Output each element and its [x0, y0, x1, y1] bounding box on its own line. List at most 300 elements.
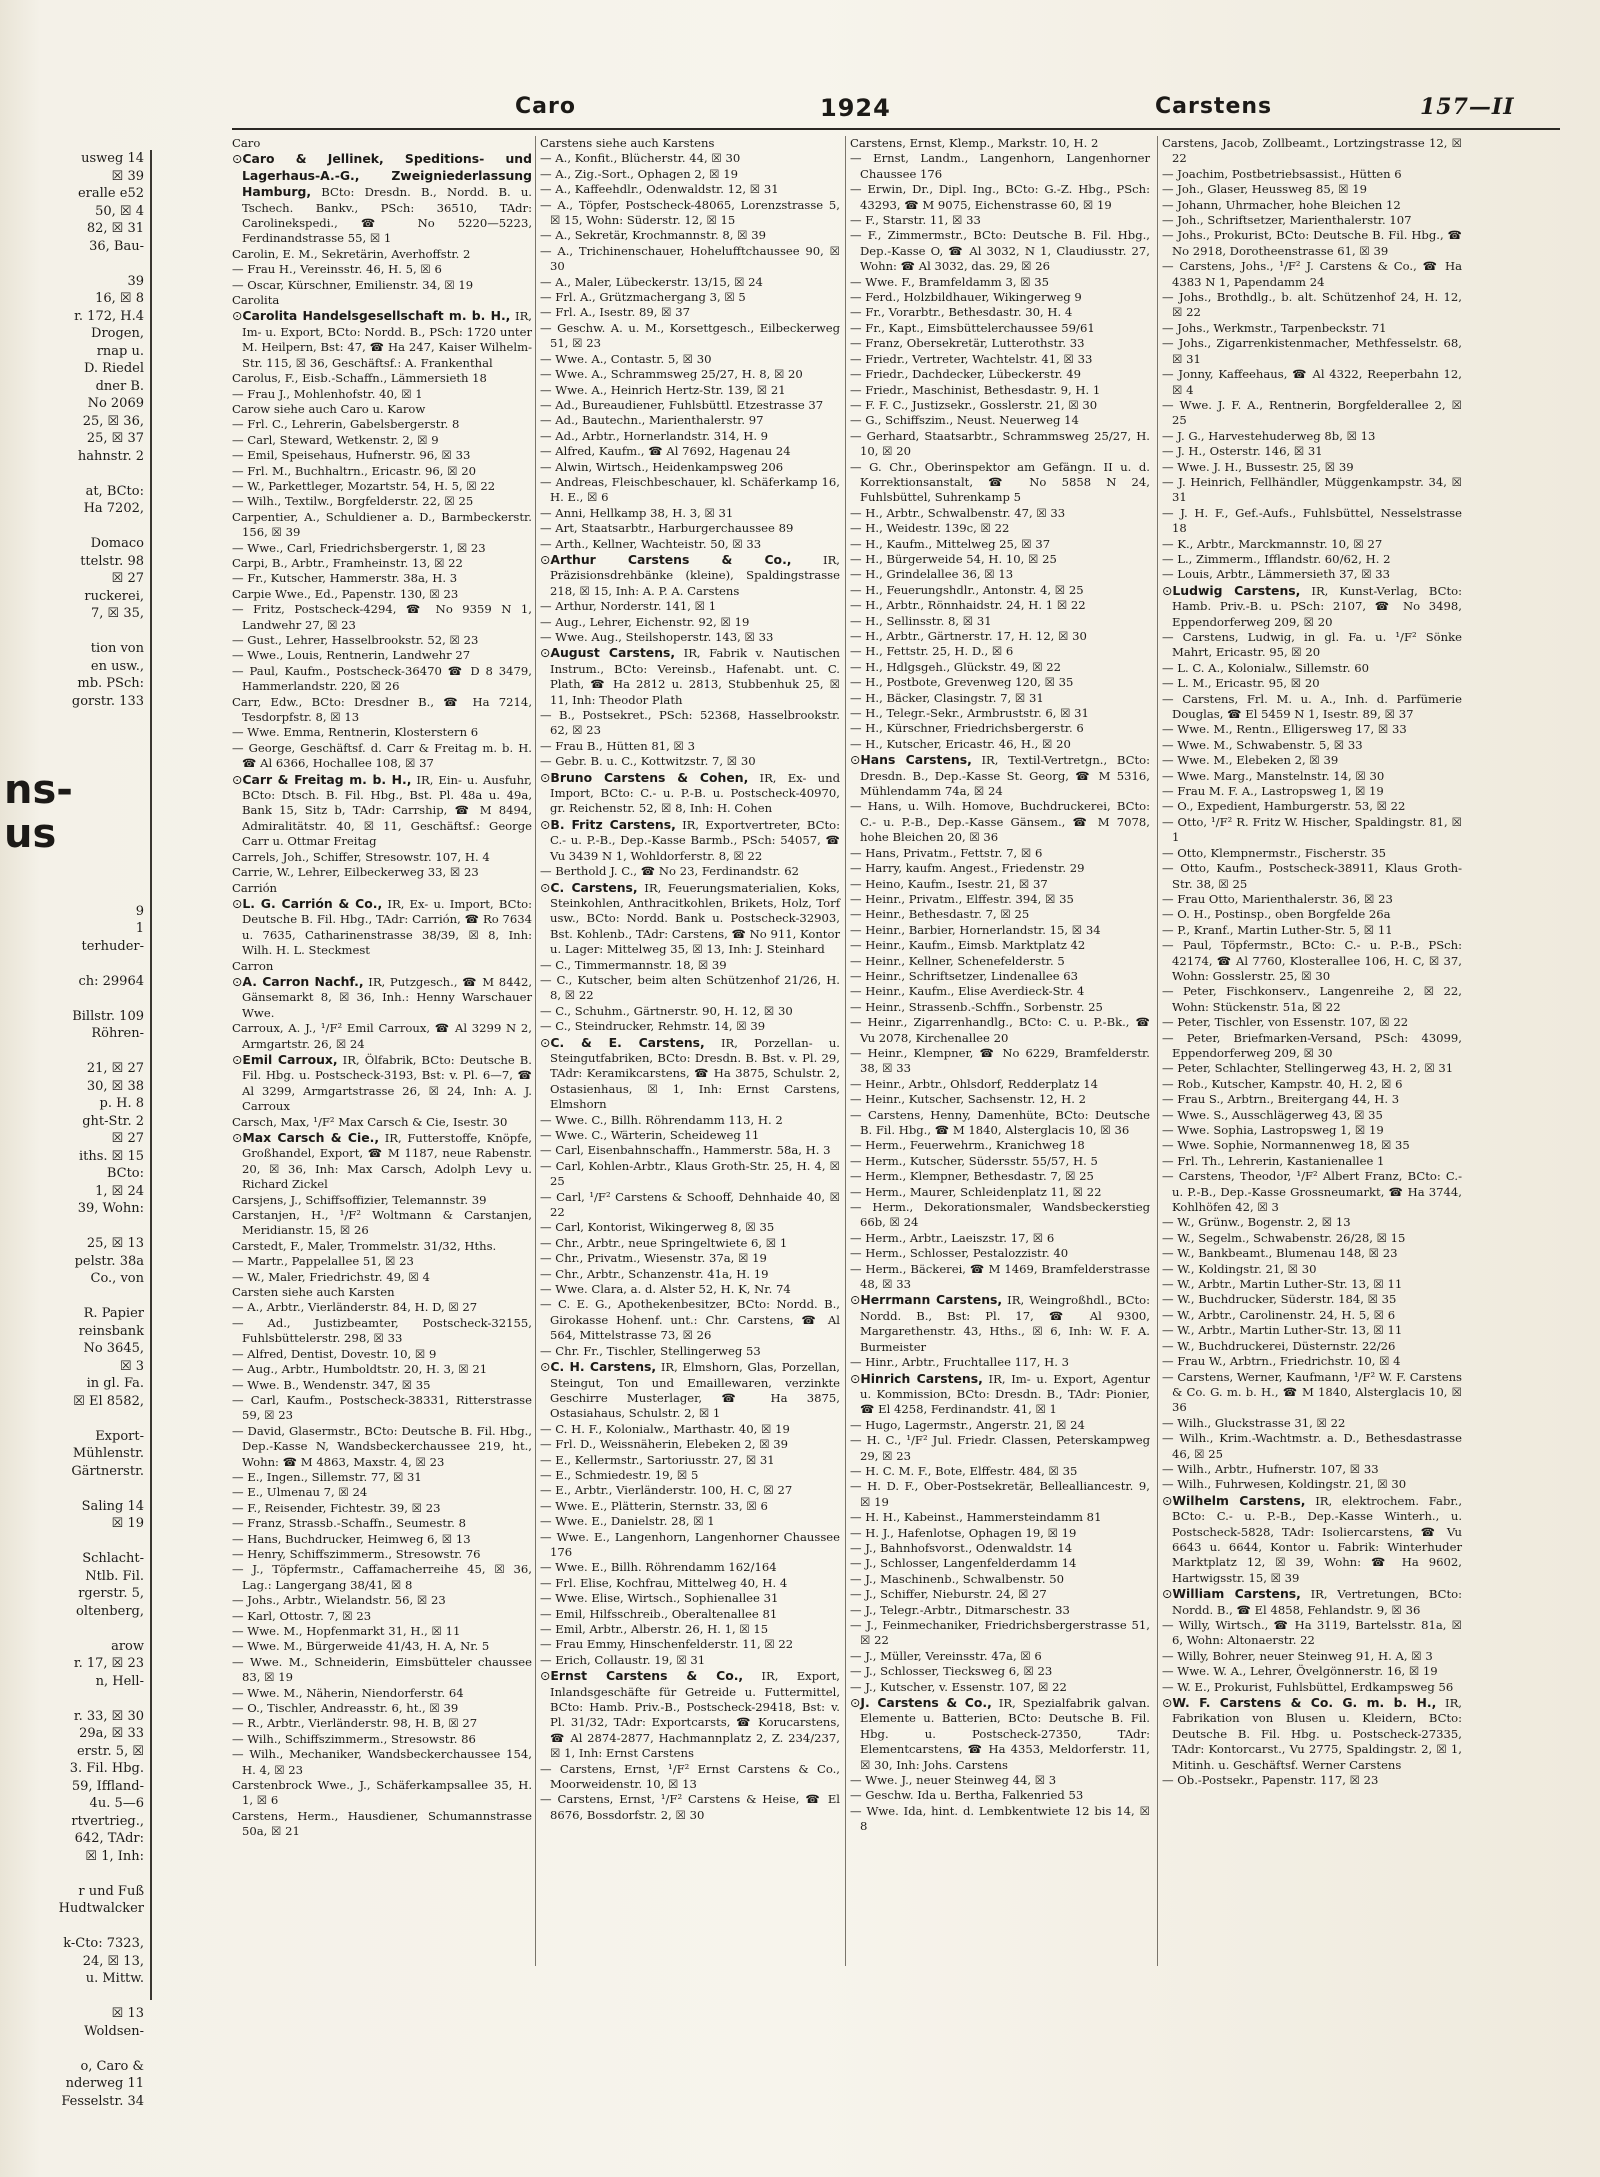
- margin-text-line: Domaco: [90, 536, 144, 551]
- directory-entry: Carrels, Joh., Schiffer, Stresowstr. 107, H. 4: [232, 849, 490, 864]
- margin-text-line: 39, Wohn:: [77, 1201, 144, 1216]
- margin-text-line: at, BCto:: [85, 483, 144, 499]
- previous-page-text-top: [0, 150, 150, 728]
- directory-entry: — W., Maler, Friedrichstr. 49, ☒ 4: [232, 1269, 430, 1284]
- directory-entry: — Wwe. C., Wärterin, Scheideweg 11: [540, 1128, 760, 1142]
- directory-entry: Carsten siehe auch Karsten: [232, 1285, 395, 1300]
- directory-entry: — Johann, Uhrmacher, hohe Bleichen 12: [1162, 197, 1401, 212]
- margin-text-line: 3. Fil. Hbg.: [69, 1761, 144, 1776]
- directory-entry: — Wwe. B., Wendenstr. 347, ☒ 35: [232, 1377, 431, 1392]
- directory-entry: — Wwe., Carl, Friedrichsbergerstr. 1, ☒ 23: [232, 540, 486, 555]
- directory-entry: Carron: [232, 958, 274, 973]
- firm-details: IR, Porzellan- u. Steingutfabriken, BCto: Dresdn. B. Bst. v. Pl. 29, TAdr: Keramikcarstens, ☎ Ha 3875, Schulstr. 2, Ostasienhaus, ☒ 1, Inh: Ernst Carstens, Elmshorn: [550, 1035, 840, 1112]
- margin-text-line: No 2069: [87, 396, 144, 411]
- directory-entry: — C., Timmermannstr. 18, ☒ 39: [540, 957, 727, 972]
- directory-entry: — Herm., Dekorationsmaler, Wandsbeckerstieg 66b, ☒ 24: [850, 1200, 1150, 1230]
- margin-text-line: eralle e52: [77, 186, 144, 201]
- firm-name: ⊙ B. Fritz Carstens,: [540, 817, 676, 832]
- directory-entry: — Ernst, Landm., Langenhorn, Langenhorner Chaussee 176: [850, 151, 1150, 181]
- directory-entry: — Wilh., Gluckstrasse 31, ☒ 22: [1162, 1415, 1346, 1430]
- directory-entry: — Heino, Kaufm., Isestr. 21, ☒ 37: [850, 876, 1048, 891]
- margin-text-line: [0, 518, 150, 536]
- margin-text-line: [0, 1043, 150, 1061]
- directory-entry: — Chr., Arbtr., neue Springeltwiete 6, ☒ 1: [540, 1235, 788, 1250]
- directory-entry: — L., Zimmerm., Ifflandstr. 60/62, H. 2: [1162, 551, 1391, 566]
- directory-entry: — H., Bürgerweide 54, H. 10, ☒ 25: [850, 551, 1057, 566]
- directory-entry: — H., Postbote, Grevenweg 120, ☒ 35: [850, 675, 1074, 690]
- margin-text-line: nderweg 11: [65, 2076, 144, 2091]
- firm-name: ⊙ C. Carstens,: [540, 880, 638, 895]
- directory-entry: — C. H. F., Kolonialw., Marthastr. 40, ☒ 19: [540, 1421, 790, 1436]
- directory-entry: — Johs., Arbtr., Wielandstr. 56, ☒ 23: [232, 1593, 446, 1608]
- directory-entry: — Wwe. M., Bürgerweide 41/43, H. A, Nr. 5: [232, 1639, 490, 1654]
- firm-entry: [850, 1292, 1150, 1355]
- directory-entry: — Heinr., Bethesdastr. 7, ☒ 25: [850, 907, 1030, 922]
- margin-text-line: gorstr. 133: [71, 693, 144, 709]
- directory-entry: Carolita: [232, 293, 280, 308]
- header-right-catchword: Carstens: [1155, 94, 1273, 119]
- directory-entry: — Ad., Bureaudiener, Fuhlsbüttl. Etzestrasse 37: [540, 397, 824, 412]
- directory-entry: — Art, Staatsarbtr., Harburgerchaussee 89: [540, 521, 794, 536]
- firm-details: IR, Weingroßhdl., BCto: Nordd. B., Bst: Pl. 17, ☎ Al 9300, Margarethenstr. 43, Hths., ☒ 6, Inh: W. F. A. Burmeister: [860, 1293, 1150, 1354]
- firm-details: IR, Textil-Vertretgn., BCto: Dresdn. B., Dep.-Kasse St. Georg, ☎ M 5316, Mühlendamm 74a, ☒ 24: [860, 753, 1150, 799]
- directory-entry: — Ad., Bautechn., Marienthalerstr. 97: [540, 413, 764, 428]
- margin-text-line: [0, 1218, 150, 1236]
- directory-entry: — Wwe. Sophie, Normannenweg 18, ☒ 35: [1162, 1138, 1410, 1153]
- firm-entry: [540, 770, 840, 817]
- firm-entry: [1162, 1695, 1462, 1773]
- margin-text-line: en usw.,: [90, 658, 144, 674]
- firm-entry: [232, 974, 532, 1021]
- directory-entry: — Wwe. Ida, hint. d. Lembkentwiete 12 bis 14, ☒ 8: [850, 1803, 1150, 1834]
- directory-entry: — Ob.-Postsekr., Papenstr. 117, ☒ 23: [1162, 1773, 1379, 1788]
- margin-text-line: dner B.: [95, 378, 144, 394]
- directory-entry: — Frl. A., Grützmachergang 3, ☒ 5: [540, 290, 746, 305]
- directory-entry: — Peter, Tischler, von Essenstr. 107, ☒ 22: [1162, 1015, 1409, 1030]
- directory-entry: — J., Schiffer, Nieburstr. 24, ☒ 27: [850, 1587, 1047, 1602]
- directory-entry: — Otto, Kaufm., Postscheck-38911, Klaus Groth-Str. 38, ☒ 25: [1162, 861, 1462, 891]
- directory-entry: — Wwe. Clara, a. d. Alster 52, H. K, Nr. 74: [540, 1282, 791, 1297]
- directory-entry: — Carl, ¹/F² Carstens & Schooff, Dehnhaide 40, ☒ 22: [540, 1189, 840, 1220]
- firm-details: IR, Futterstoffe, Knöpfe, Großhandel, Export, ☎ M 1187, neue Rabenstr. 20, ☒ 36, Inh: Max Carsch, Adolph Levy u. Richard Zickel: [242, 1131, 532, 1192]
- margin-text-line: Billstr. 109: [72, 1008, 144, 1024]
- directory-entry: — J. G., Harvestehuderweg 8b, ☒ 13: [1162, 428, 1376, 443]
- margin-text-line: r. 33, ☒ 30: [73, 1708, 144, 1724]
- margin-text-line: [0, 955, 150, 973]
- directory-entry: — Wwe., Louis, Rentnerin, Landwehr 27: [232, 648, 471, 663]
- directory-entry: — Frl. D., Weissnäherin, Elebeken 2, ☒ 39: [540, 1437, 789, 1452]
- margin-text-line: 30, ☒ 38: [86, 1078, 144, 1094]
- directory-entry: — Frl. Elise, Kochfrau, Mittelweg 40, H. 4: [540, 1575, 788, 1590]
- column-divider: [1157, 136, 1158, 1966]
- directory-entry: — Wwe. A., Heinrich Hertz-Str. 139, ☒ 21: [540, 382, 786, 397]
- directory-entry: — Berthold J. C., ☎ No 23, Ferdinandstr. 62: [540, 864, 800, 879]
- directory-entry: — Herm., Bäckerei, ☎ M 1469, Bramfelderstrasse 48, ☒ 33: [850, 1261, 1150, 1292]
- directory-entry: — Jonny, Kaffeehaus, ☎ Al 4322, Reeperbahn 12, ☒ 4: [1162, 367, 1462, 397]
- directory-entry: — Arthur, Norderstr. 141, ☒ 1: [540, 599, 717, 614]
- directory-entry: — Heinr., Barbier, Hornerlandstr. 15, ☒ 34: [850, 922, 1101, 937]
- margin-text-line: [0, 1918, 150, 1936]
- firm-details: IR, Fabrikation von Blusen u. Kleidern, BCto: Deutsche B. Fil. Hbg. u. Postscheck-27335, TAdr: Kontorcarst., Vu 2775, Spaldingstr. 2, ☒ 1, Mitinh. u. Geschäftsf. Werner Carstens: [1172, 1696, 1462, 1772]
- previous-page-margin: [0, 150, 152, 2109]
- directory-entry: — W., Buchdruckerei, Düsternstr. 22/26: [1162, 1338, 1396, 1353]
- margin-text-line: 36, Bau-: [89, 238, 144, 254]
- directory-entry: — Frau J., Mohlenhofstr. 40, ☒ 1: [232, 386, 423, 401]
- directory-entry: — L. M., Ericastr. 95, ☒ 20: [1162, 676, 1320, 691]
- directory-entry: — Ad., Justizbeamter, Postscheck-32155, Fuhlsbüttelerstr. 298, ☒ 33: [232, 1315, 532, 1346]
- margin-text-line: Hudtwalcker: [58, 1901, 144, 1916]
- margin-text-line: Saling 14: [81, 1498, 144, 1514]
- directory-entry: — J. H. F., Gef.-Aufs., Fuhlsbüttel, Nesselstrasse 18: [1162, 505, 1462, 536]
- directory-entry: — J., Bahnhofsvorst., Odenwaldstr. 14: [850, 1540, 1073, 1555]
- directory-entry: Carsch, Max, ¹/F² Max Carsch & Cie, Isestr. 30: [232, 1114, 508, 1129]
- firm-name: ⊙ J. Carstens & Co.,: [850, 1695, 992, 1710]
- margin-text-line: 25, ☒ 36,: [82, 413, 144, 429]
- directory-entry: — Willy, Bohrer, neuer Steinweg 91, H. A, ☒ 3: [1162, 1648, 1433, 1663]
- margin-text-line: terhuder-: [81, 938, 144, 954]
- directory-entry: — Hans, Buchdrucker, Heimweg 6, ☒ 13: [232, 1531, 471, 1546]
- directory-entry: — E., Kellermstr., Sartoriusstr. 27, ☒ 31: [540, 1452, 775, 1467]
- margin-text-line: [0, 1988, 150, 2006]
- directory-entry: — Wwe. M., Rentn., Elligersweg 17, ☒ 33: [1162, 722, 1407, 737]
- margin-text-line: [0, 1410, 150, 1428]
- directory-entry: — Heinr., Kellner, Schenefelderstr. 5: [850, 953, 1065, 968]
- directory-entry: — Hans, u. Wilh. Homove, Buchdruckerei, BCto: C.- u. P.-B., Dep.-Kasse Gänsem., ☎ M 7078, hohe Bleichen 20, ☒ 36: [850, 799, 1150, 845]
- firm-name: ⊙ Max Carsch & Cie.,: [232, 1130, 379, 1145]
- directory-entry: — Heinr., Strassenb.-Schffn., Sorbenstr. 25: [850, 999, 1103, 1014]
- margin-text-line: [0, 868, 150, 886]
- margin-text-line: ch: 29964: [78, 973, 144, 989]
- directory-entry: — Wwe. M., Elebeken 2, ☒ 39: [1162, 753, 1339, 768]
- directory-entry: — C. E. G., Apothekenbesitzer, BCto: Nordd. B., Girokasse Hohenf. unt.: Chr. Carstens, ☎ Al 564, Mittelstrasse 73, ☒ 26: [540, 1297, 840, 1343]
- header-year: 1924: [820, 94, 891, 122]
- directory-entry: — Otto, ¹/F² R. Fritz W. Hischer, Spaldingstr. 81, ☒ 1: [1162, 814, 1462, 845]
- directory-entry: — Fr., Vorarbtr., Bethesdastr. 30, H. 4: [850, 305, 1073, 320]
- margin-text-line: [0, 710, 150, 728]
- directory-entry: — A., Konfit., Blücherstr. 44, ☒ 30: [540, 151, 741, 166]
- firm-entry: [1162, 1493, 1462, 1586]
- directory-entry: — Chr., Arbtr., Schanzenstr. 41a, H. 19: [540, 1266, 769, 1281]
- directory-entry: — Franz, Obersekretär, Lutterothstr. 33: [850, 336, 1085, 351]
- directory-entry: — Aug., Arbtr., Humboldtstr. 20, H. 3, ☒ 21: [232, 1362, 488, 1377]
- directory-entry: — J., Töpfermstr., Caffamacherreihe 45, ☒ 36, Lag.: Langergang 38/41, ☒ 8: [232, 1562, 532, 1592]
- margin-text-line: [0, 465, 150, 483]
- margin-text-line: ☒ 27: [111, 571, 144, 586]
- margin-text-line: 59, Iffland-: [71, 1778, 144, 1794]
- directory-entry: — O. H., Postinsp., oben Borgfelde 26a: [1162, 907, 1391, 922]
- directory-entry: — H., Hdlgsgeh., Glückstr. 49, ☒ 22: [850, 659, 1062, 674]
- firm-details: IR, Ex- u. Import, BCto: Deutsche B. Fil. Hbg., TAdr: Carrión, ☎ Ro 7634 u. 7635, Catharinenstrasse 38/39, ☒ 8, Inh: Wilh. H. L. Steckmest: [242, 896, 532, 958]
- directory-entry: — Joh., Glaser, Heussweg 85, ☒ 19: [1162, 182, 1367, 197]
- firm-name: ⊙ Bruno Carstens & Cohen,: [540, 770, 748, 785]
- firm-entry: [232, 1130, 532, 1193]
- directory-entry: — Wwe. Marg., Manstelnstr. 14, ☒ 30: [1162, 768, 1385, 783]
- directory-entry: — Frl. Th., Lehrerin, Kastanienallee 1: [1162, 1153, 1385, 1168]
- directory-entry: — Carl, Steward, Wetkenstr. 2, ☒ 9: [232, 432, 439, 447]
- directory-entry: — Frau B., Hütten 81, ☒ 3: [540, 738, 695, 753]
- directory-entry: — O., Expedient, Hamburgerstr. 53, ☒ 22: [1162, 799, 1406, 814]
- directory-entry: — A., Arbtr., Vierländerstr. 84, H. D, ☒ 27: [232, 1300, 478, 1315]
- directory-entry: — Johs., Werkmstr., Tarpenbeckstr. 71: [1162, 320, 1387, 335]
- margin-text-line: 82, ☒ 31: [86, 221, 144, 236]
- directory-entry: — Andreas, Fleischbeschauer, kl. Schäferkamp 16, H. E., ☒ 6: [540, 474, 840, 505]
- directory-entry: — Harry, kaufm. Angest., Friedenstr. 29: [850, 861, 1085, 876]
- directory-entry: — Wwe. A., Contastr. 5, ☒ 30: [540, 351, 712, 366]
- directory-entry: Carstens, Jacob, Zollbeamt., Lortzingstrasse 12, ☒ 22: [1162, 136, 1462, 166]
- directory-entry: — J., Schlosser, Langenfelderdamm 14: [850, 1556, 1077, 1571]
- directory-entry: — Carstens, Frl. M. u. A., Inh. d. Parfümerie Douglas, ☎ El 5459 N 1, Isestr. 89, ☒ 37: [1162, 691, 1462, 722]
- directory-entry: — A., Sekretär, Krochmannstr. 8, ☒ 39: [540, 228, 766, 243]
- directory-entry: — G., Schiffszim., Neust. Neuerweg 14: [850, 413, 1079, 428]
- directory-entry: — H., Feuerungshdlr., Antonstr. 4, ☒ 25: [850, 582, 1084, 597]
- margin-text-line: oltenberg,: [76, 1603, 144, 1619]
- margin-text-line: n, Hell-: [95, 1673, 144, 1689]
- directory-entry: — W. E., Prokurist, Fuhlsbüttel, Erdkampsweg 56: [1162, 1679, 1454, 1694]
- margin-text-line: rtvertrieg.,: [71, 1813, 144, 1829]
- margin-text-line: [0, 623, 150, 641]
- directory-entry: — E., Ingen., Sillemstr. 77, ☒ 31: [232, 1469, 422, 1484]
- directory-entry: — Fritz, Postscheck-4294, ☎ No 9359 N 1, Landwehr 27, ☒ 23: [232, 602, 532, 632]
- margin-text-line: ☒ 27: [111, 1131, 144, 1146]
- directory-entry: — Geschw. Ida u. Bertha, Falkenried 53: [850, 1788, 1084, 1803]
- directory-entry: — H. C., ¹/F² Jul. Friedr. Classen, Peterskampweg 29, ☒ 23: [850, 1433, 1150, 1463]
- directory-entry: — Peter, Fischkonserv., Langenreihe 2, ☒ 22, Wohn: Stückenstr. 51a, ☒ 22: [1162, 984, 1462, 1014]
- directory-entry: — Heinr., Kaufm., Eimsb. Marktplatz 42: [850, 938, 1086, 953]
- firm-entry: [1162, 583, 1462, 630]
- directory-entry: — Wwe. M., Schwabenstr. 5, ☒ 33: [1162, 737, 1363, 752]
- column-divider: [845, 136, 846, 1966]
- firm-entry: [540, 1359, 840, 1422]
- firm-name: ⊙ Herrmann Carstens,: [850, 1292, 1002, 1307]
- directory-entry: Caro: [232, 136, 261, 150]
- margin-text-line: ght-Str. 2: [82, 1113, 144, 1129]
- margin-text-line: ☒ 3: [119, 1358, 144, 1374]
- directory-entry: — Franz, Strassb.-Schaffn., Seumestr. 8: [232, 1516, 467, 1531]
- advert-line-2: us: [4, 810, 57, 857]
- firm-details: IR, Kunst-Verlag, BCto: Hamb. Priv.-B. u. PSch: 2107, ☎ No 3498, Eppendorferweg 209, ☒ 20: [1172, 583, 1462, 629]
- directory-entry: — Gebr. B. u. C., Kottwitzstr. 7, ☒ 30: [540, 754, 756, 769]
- directory-entry: — Chr. Fr., Tischler, Stellingerweg 53: [540, 1343, 761, 1358]
- directory-entry: — Wwe. M., Hopfenmarkt 31, H., ☒ 11: [232, 1624, 461, 1638]
- directory-entry: Carpie Wwe., Ed., Papenstr. 130, ☒ 23: [232, 586, 459, 601]
- firm-details: BCto: Dresdn. B., Nordd. B. u. Tschech. Bankv., PSch: 36510, TAdr: Carolinekspedi., ☎ No 5220—5223, Ferdinandstrasse 55, ☒ 1: [242, 185, 532, 246]
- directory-entry: — Herm., Feuerwehrm., Kranichweg 18: [850, 1138, 1085, 1153]
- directory-entry: Carpi, B., Arbtr., Framheinstr. 13, ☒ 22: [232, 555, 463, 570]
- directory-entry: — Peter, Schlachter, Stellingerweg 43, H. 2, ☒ 31: [1162, 1061, 1454, 1076]
- margin-text-line: o, Caro &: [80, 2058, 144, 2074]
- directory-entry: — Paul, Kaufm., Postscheck-36470 ☎ D 8 3479, Hammerlandstr. 220, ☒ 26: [232, 663, 532, 694]
- directory-entry: Carstanjen, H., ¹/F² Woltmann & Carstanjen, Meridianstr. 15, ☒ 26: [232, 1208, 532, 1238]
- firm-details: IR, elektrochem. Fabr., BCto: C.- u. P.-B., Dep.-Kasse Winterh., u. Postscheck-5828, TAdr: Isoliercarstens, ☎ Vu 6643 u. 6644, Kontor u. Fabrik: Winterhuder Marktplatz 12, ☒ 39, Wohn: ☎ Ha 9602, Hartwigsstr. 15, ☒ 39: [1172, 1493, 1463, 1585]
- directory-entry: — Wilh., Mechaniker, Wandsbeckerchaussee 154, H. 4, ☒ 23: [232, 1747, 532, 1777]
- firm-name: ⊙ Hans Carstens,: [850, 752, 972, 767]
- margin-text-line: 39: [127, 273, 144, 289]
- previous-page-advert: [0, 768, 150, 856]
- directory-entry: — Frau Otto, Marienthalerstr. 36, ☒ 23: [1162, 891, 1393, 906]
- firm-details: IR, Putzgesch., ☎ M 8442, Gänsemarkt 8, ☒ 36, Inh.: Henny Warschauer Wwe.: [242, 974, 533, 1020]
- directory-entry: — Frau M. F. A., Lastropsweg 1, ☒ 19: [1162, 784, 1384, 799]
- directory-entry: — Gust., Lehrer, Hasselbrookstr. 52, ☒ 23: [232, 633, 479, 647]
- margin-text-line: in gl. Fa.: [86, 1376, 144, 1391]
- margin-text-line: [0, 1690, 150, 1708]
- firm-details: IR, Ex- und Import, BCto: C.- u. P.-B. u. Postscheck-40970, gr. Reichenstr. 52, ☒ 8, Inh: H. Cohen: [550, 770, 841, 816]
- directory-entry: — Alfred, Dentist, Dovestr. 10, ☒ 9: [232, 1346, 437, 1361]
- firm-entry: [232, 772, 532, 850]
- directory-entry: — Henry, Schiffszimmerm., Stresowstr. 76: [232, 1546, 481, 1561]
- directory-entry: — Herm., Maurer, Schleidenplatz 11, ☒ 22: [850, 1184, 1102, 1199]
- directory-entry: — Ferd., Holzbildhauer, Wikingerweg 9: [850, 290, 1082, 305]
- directory-entry: — Emil, Arbtr., Alberstr. 26, H. 1, ☒ 15: [540, 1622, 769, 1636]
- margin-text-line: ruckerei,: [84, 588, 144, 604]
- margin-text-line: ☒ 19: [111, 1516, 144, 1531]
- directory-entry: — Alwin, Wirtsch., Heidenkampsweg 206: [540, 459, 784, 474]
- directory-entry: — Hinr., Arbtr., Fruchtallee 117, H. 3: [850, 1355, 1069, 1370]
- directory-entry: — E., Ulmenau 7, ☒ 24: [232, 1485, 368, 1500]
- directory-entry: — L. C. A., Kolonialw., Sillemstr. 60: [1162, 660, 1369, 675]
- directory-entry: — Geschw. A. u. M., Korsettgesch., Eilbeckerweg 51, ☒ 23: [540, 320, 840, 351]
- directory-entry: — Herm., Klempner, Bethesdastr. 7, ☒ 25: [850, 1169, 1094, 1184]
- directory-entry: — P., Kranf., Martin Luther-Str. 5, ☒ 11: [1162, 922, 1393, 937]
- directory-entry: Carstenbrock Wwe., J., Schäferkampsallee 35, H. 1, ☒ 6: [232, 1778, 532, 1808]
- directory-entry: — Emil, Speisehaus, Hufnerstr. 96, ☒ 33: [232, 448, 471, 463]
- directory-entry: — Frl. M., Buchhaltrn., Ericastr. 96, ☒ 20: [232, 463, 476, 478]
- firm-name: ⊙ Carolita Handelsgesellschaft m. b. H.,: [232, 308, 510, 323]
- margin-text-line: [0, 1533, 150, 1551]
- firm-entry: [232, 896, 532, 959]
- directory-entry: — Herm., Arbtr., Laeiszstr. 17, ☒ 6: [850, 1230, 1055, 1245]
- firm-entry: [232, 1052, 532, 1115]
- directory-entry: — H., Fettstr. 25, H. D., ☒ 6: [850, 644, 1014, 659]
- firm-name: ⊙ Ludwig Carstens,: [1162, 583, 1300, 598]
- directory-entry: — G. Chr., Oberinspektor am Gefängn. II u. d. Korrektionsanstalt, ☎ No 5858 N 24, Fuhlsbüttel, Suhrenkamp 5: [850, 459, 1150, 505]
- directory-entry: — Heinr., Kutscher, Sachsenstr. 12, H. 2: [850, 1092, 1087, 1107]
- margin-text-line: Röhren-: [91, 1026, 144, 1041]
- directory-entry: — Wwe. S., Ausschlägerweg 43, ☒ 35: [1162, 1107, 1383, 1122]
- firm-details: IR, Export, Inlandsgeschäfte für Getreide u. Futtermittel, BCto: Hamb. Priv.-B., Postscheck-29418, Bst: v. Pl. 31/32, TAdr: Exportcarsts, ☎ Korucarstens, ☎ Al 2874-2877, Hachmannplatz 2, Z. 234/237, ☒ 1, Inh: Ernst Carstens: [550, 1669, 840, 1761]
- directory-entry: — Peter, Briefmarken-Versand, PSch: 43099, Eppendorferweg 209, ☒ 30: [1162, 1030, 1462, 1060]
- margin-text-line: BCto:: [106, 1166, 144, 1181]
- directory-entry: — Johs., Prokurist, BCto: Deutsche B. Fil. Hbg., ☎ No 2918, Dorotheenstrasse 61, ☒ 39: [1162, 228, 1462, 258]
- directory-entry: — David, Glasermstr., BCto: Deutsche B. Fil. Hbg., Dep.-Kasse N, Wandsbeckerchaussee 219, ht., Wohn: ☎ M 4863, Maxstr. 4, ☒ 23: [232, 1423, 532, 1469]
- firm-details: IR, Ölfabrik, BCto: Deutsche B. Fil. Hbg. u. Postscheck-3193, Bst: v. Pl. 6—7, ☎ Al 3299, Armgartstrasse 26, ☒ 24, Inh: A. J. Carroux: [242, 1052, 532, 1114]
- directory-entry: — A., Maler, Lübeckerstr. 13/15, ☒ 24: [540, 274, 763, 289]
- directory-entry: — W., Arbtr., Martin Luther-Str. 13, ☒ 11: [1162, 1323, 1403, 1338]
- directory-entry: — H., Arbtr., Gärtnerstr. 17, H. 12, ☒ 30: [850, 629, 1087, 643]
- margin-text-line: 1: [135, 921, 144, 936]
- directory-entry: — Friedr., Dachdecker, Lübeckerstr. 49: [850, 367, 1082, 382]
- firm-name: ⊙ Carr & Freitag m. b. H.,: [232, 772, 411, 787]
- firm-entry: [232, 308, 532, 371]
- directory-entry: — Emil, Hilfsschreib., Oberaltenallee 81: [540, 1606, 778, 1621]
- header-rule: [232, 128, 1560, 130]
- previous-page-text-bottom: [0, 868, 150, 2111]
- directory-entry: — Carstens, Theodor, ¹/F² Albert Franz, BCto: C.- u. P.-B., Dep.-Kasse Grossneumarkt, ☎ Ha 3744, Kohlhöfen 42, ☒ 3: [1162, 1169, 1462, 1215]
- margin-text-line: u. Mittw.: [85, 1971, 144, 1986]
- directory-entry: — F., Starstr. 11, ☒ 33: [850, 213, 981, 228]
- directory-entry: — Erich, Collaustr. 19, ☒ 31: [540, 1652, 706, 1667]
- directory-entry: — Carstens, Johs., ¹/F² J. Carstens & Co., ☎ Ha 4383 N 1, Papendamm 24: [1162, 259, 1462, 289]
- directory-entry: — O., Tischler, Andreasstr. 6, ht., ☒ 39: [232, 1701, 459, 1716]
- margin-text-line: r. 17, ☒ 23: [73, 1656, 144, 1671]
- directory-entry: — H., Sellinsstr. 8, ☒ 31: [850, 613, 992, 628]
- margin-text-line: pelstr. 38a: [74, 1253, 144, 1269]
- directory-entry: — C., Schuhm., Gärtnerstr. 90, H. 12, ☒ 30: [540, 1003, 793, 1018]
- firm-name: ⊙ Caro & Jellinek, Speditions- und Lagerhaus-A.-G., Zweigniederlassung Hamburg,: [232, 151, 532, 199]
- margin-text-line: [0, 1288, 150, 1306]
- directory-entry: — J., Feinmechaniker, Friedrichsbergerstrasse 51, ☒ 22: [850, 1618, 1150, 1648]
- directory-column-1: [232, 136, 532, 1966]
- margin-text-line: k-Cto: 7323,: [63, 1936, 144, 1951]
- margin-text-line: rgerstr. 5,: [78, 1586, 144, 1601]
- directory-entry: — H., Telegr.-Sekr., Armbruststr. 6, ☒ 31: [850, 706, 1089, 721]
- margin-text-line: erstr. 5, ☒: [76, 1743, 144, 1759]
- directory-entry: — H., Bäcker, Clasingstr. 7, ☒ 31: [850, 690, 1044, 705]
- directory-entry: — E., Arbtr., Vierländerstr. 100, H. C, ☒ 27: [540, 1483, 793, 1498]
- directory-entry: — Wwe. J., neuer Steinweg 44, ☒ 3: [850, 1773, 1057, 1788]
- directory-entry: — A., Töpfer, Postscheck-48065, Lorenzstrasse 5, ☒ 15, Wohn: Süderstr. 12, ☒ 15: [540, 197, 840, 228]
- margin-text-line: R. Papier: [83, 1306, 144, 1321]
- directory-column-4: [1162, 136, 1462, 1966]
- firm-entry: [850, 1695, 1150, 1773]
- directory-entry: — W., Segelm., Schwabenstr. 26/28, ☒ 15: [1162, 1230, 1406, 1245]
- margin-text-line: No 3645,: [83, 1341, 144, 1356]
- directory-entry: — W., Bankbeamt., Blumenau 148, ☒ 23: [1162, 1246, 1398, 1261]
- firm-entry: [540, 1668, 840, 1761]
- firm-details: IR, Im- u. Export, Agentur u. Kommission, BCto: Dresdn. B., TAdr: Pionier, ☎ El 4258, Ferdinandstr. 41, ☒ 1: [860, 1371, 1150, 1417]
- firm-name: ⊙ Emil Carroux,: [232, 1052, 338, 1067]
- directory-entry: — Frau S., Arbtrn., Breitergang 44, H. 3: [1162, 1092, 1400, 1107]
- directory-entry: — Oscar, Kürschner, Emilienstr. 34, ☒ 19: [232, 277, 474, 292]
- directory-entry: — F., Zimmermstr., BCto: Deutsche B. Fil. Hbg., Dep.-Kasse O, ☎ Al 3032, N 1, Claudiusstr. 27, Wohn: ☎ Al 3032, das. 29, ☒ 26: [850, 228, 1150, 274]
- directory-entry: — Heinr., Arbtr., Ohlsdorf, Redderplatz 14: [850, 1076, 1098, 1091]
- firm-name: ⊙ L. G. Carrión & Co.,: [232, 896, 382, 911]
- directory-entry: — Chr., Privatm., Wiesenstr. 37a, ☒ 19: [540, 1251, 767, 1266]
- directory-entry: — J., Kutscher, v. Essenstr. 107, ☒ 22: [850, 1679, 1067, 1694]
- firm-name: ⊙ William Carstens,: [1162, 1586, 1301, 1601]
- directory-entry: — J., Maschinenb., Schwalbenstr. 50: [850, 1571, 1064, 1586]
- directory-entry: — Carstens, Ludwig, in gl. Fa. u. ¹/F² Sönke Mahrt, Ericastr. 95, ☒ 20: [1162, 630, 1462, 660]
- directory-entry: Carolus, F., Eisb.-Schaffn., Lämmersieth 18: [232, 371, 487, 386]
- firm-name: ⊙ Wilhelm Carstens,: [1162, 1493, 1305, 1508]
- directory-entry: — E., Schmiedestr. 19, ☒ 5: [540, 1467, 699, 1482]
- directory-entry: Carpentier, A., Schuldiener a. D., Barmbeckerstr. 156, ☒ 39: [232, 509, 532, 540]
- margin-text-line: ☒ El 8582,: [73, 1393, 144, 1409]
- directory-entry: — Wwe. Elise, Wirtsch., Sophienallee 31: [540, 1591, 779, 1606]
- directory-entry: — Martr., Pappelallee 51, ☒ 23: [232, 1254, 414, 1269]
- directory-entry: — W., Arbtr., Martin Luther-Str. 13, ☒ 11: [1162, 1277, 1403, 1292]
- margin-text-line: reinsbank: [78, 1323, 144, 1339]
- margin-text-line: iths. ☒ 15: [78, 1148, 144, 1164]
- firm-entry: [540, 1035, 840, 1113]
- directory-entry: — Erwin, Dr., Dipl. Ing., BCto: G.-Z. Hbg., PSch: 43293, ☎ M 9075, Eichenstrasse 60, ☒ 19: [850, 182, 1150, 212]
- firm-name: ⊙ Arthur Carstens & Co.,: [540, 552, 791, 567]
- directory-entry: Carstens, Herm., Hausdiener, Schumannstrasse 50a, ☒ 21: [232, 1808, 532, 1839]
- margin-text-line: ☒ 1, Inh:: [85, 1848, 144, 1864]
- firm-name: ⊙ C. H. Carstens,: [540, 1359, 656, 1374]
- margin-text-line: Co., von: [90, 1271, 144, 1286]
- directory-entry: — Heinr., Klempner, ☎ No 6229, Bramfelderstr. 38, ☒ 33: [850, 1045, 1150, 1076]
- advert-line-1: ns-: [4, 766, 73, 813]
- directory-entry: — Wwe. F., Bramfeldamm 3, ☒ 35: [850, 274, 1050, 289]
- directory-entry: — F., Reisender, Fichtestr. 39, ☒ 23: [232, 1500, 441, 1515]
- directory-entry: — Wwe. E., Plätterin, Sternstr. 33, ☒ 6: [540, 1498, 768, 1513]
- directory-entry: — Carl, Eisenbahnschaffn., Hammerstr. 58a, H. 3: [540, 1143, 831, 1158]
- directory-entry: Carrión: [232, 880, 278, 895]
- directory-entry: — H., Weidestr. 139c, ☒ 22: [850, 521, 1010, 536]
- firm-name: ⊙ W. F. Carstens & Co. G. m. b. H.,: [1162, 1695, 1436, 1710]
- directory-entry: — Wilh., Fuhrwesen, Koldingstr. 21, ☒ 30: [1162, 1477, 1407, 1492]
- margin-text-line: 642, TAdr:: [74, 1831, 144, 1846]
